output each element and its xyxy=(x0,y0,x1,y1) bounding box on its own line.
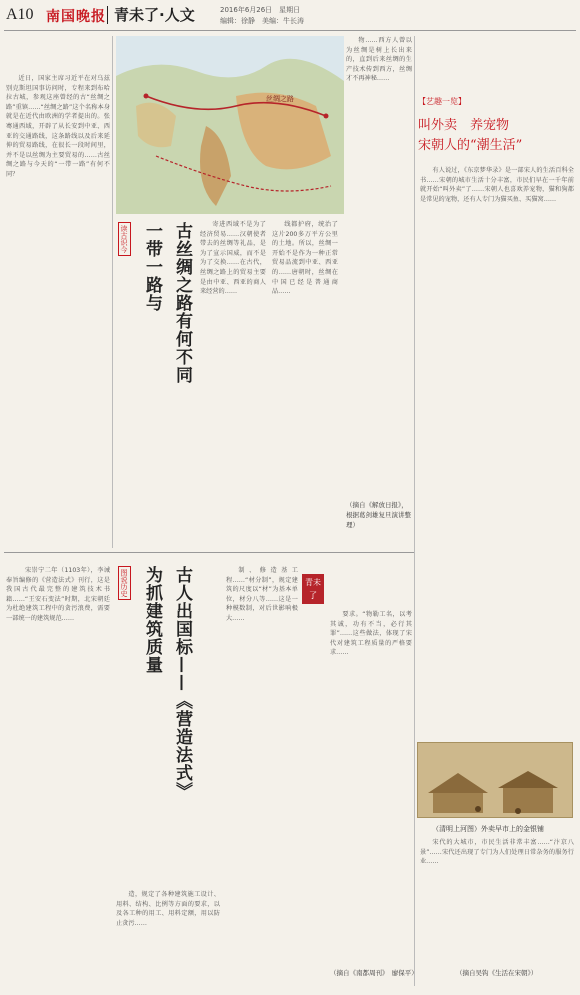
map-graphic xyxy=(116,36,344,214)
qingming-painting xyxy=(417,742,573,818)
article2-col2-text: 造，规定了各种建筑施工设计、用料、结构、比例等方面的要求，以及各工种的用工、用料定额，用以防止贪污…… xyxy=(116,891,220,927)
article2-tag: 图说历史 xyxy=(118,566,131,600)
sidebar-title-line1: 叫外卖 养宠物 xyxy=(418,118,510,133)
article1-col1 xyxy=(6,74,110,548)
article2-col1 xyxy=(6,566,110,986)
sidebar-tag: 【艺趣一览】 xyxy=(418,97,466,106)
article2-title-sub: 为抓建筑质量 xyxy=(142,566,162,674)
map-label: 丝绸之路 xyxy=(266,95,294,103)
masthead-meta xyxy=(220,5,304,27)
article1-col4-text: 物……西方人曾以为丝绸是树上长出来的，直到后来丝绸的生产技术传到西方，丝绸才不再神秘…… xyxy=(346,37,412,83)
article2-col3 xyxy=(226,566,298,986)
article1-title-main: 古丝绸之路有何不同 xyxy=(172,222,192,384)
article2-col4 xyxy=(330,610,412,962)
masthead-rule xyxy=(4,30,576,31)
sidebar-title xyxy=(418,116,522,156)
masthead xyxy=(0,0,580,34)
divider xyxy=(112,36,113,548)
article2-col4-text: 要求。“物勒工名，以考其诚，功有不当，必行其罪”……这些做法，体现了宋代对建筑工程质量的严格要求…… xyxy=(330,611,412,657)
article1-col2 xyxy=(200,220,266,548)
sidebar-body2-text: 宋代的大城市，市民生活非常丰富……“汴京八景”……宋代还出现了专门为人们处理日常杂务的服务行业…… xyxy=(420,839,574,866)
article2-col2 xyxy=(116,890,220,986)
article1-col3-text: 线都护府，统治了这片200多万平方公里的土地。所以，丝绸一开始不是作为一种正常贸易品流到中亚、西亚的……唐朝时，丝绸在中国已经是普通商品…… xyxy=(272,221,338,296)
section-title: 青未了·人文 xyxy=(114,6,195,24)
painting-graphic xyxy=(418,743,573,818)
masthead-divider xyxy=(107,6,108,24)
article2-col1-text: 宋崇宁二年（1103年），李诫奉旨编修的《营造法式》刊行，这是我国古代最完整的建筑技术书籍……“王安石变法”时期，北宋朝廷为杜绝建筑工程中的贪污浪费，需要一部统一的建筑规范…… xyxy=(6,567,110,622)
article1-title-sub: 一带一路与 xyxy=(142,222,162,312)
article1-col3 xyxy=(272,220,338,548)
issue-date: 2016年6月26日 星期日 xyxy=(220,6,301,14)
sidebar-divider xyxy=(414,36,415,986)
article2-title-main: 古人出国标——《营造法式》 xyxy=(172,566,192,800)
article2-col3-text: 制、修造基工程……“材分制”，规定建筑的尺度以“材”为基本单位，材分八等……这是一种模数制，对后世影响极大…… xyxy=(226,567,298,622)
sidebar-body2 xyxy=(420,838,574,964)
article1-credit: （摘自《解放日报》，根据葛剑雄复旦演讲整理） xyxy=(346,501,411,529)
sidebar-body1-text: 有人说过，《东京梦华录》是一部宋人的生活百科全书……宋朝的城市生活十分丰富，市民们早在一千年前就开始“叫外卖”了……宋朝人也喜欢养宠物，猫和狗都是常见的宠物，还有人专门为猫买鱼、买猫窝…… xyxy=(420,167,574,203)
sidebar-credit: （摘自吴钩《生活在宋朝》） xyxy=(456,969,538,977)
sidebar-title-line2: 宋朝人的“潮生活” xyxy=(418,138,523,153)
article1-tag: 读古识今 xyxy=(118,222,131,256)
painting-caption: （清明上河图）外卖早市上的金银铺 xyxy=(432,825,544,833)
sidebar-body1 xyxy=(420,166,574,736)
silk-road-map xyxy=(116,36,344,214)
newspaper-logo: 南国晚报 xyxy=(46,9,106,25)
article1-col4 xyxy=(346,36,412,496)
editor-credits: 编辑：徐静 美编：牛长涛 xyxy=(220,17,304,25)
page-number: A10 xyxy=(6,6,34,23)
article1-col1-text: 近日，国家主席习近平在对乌兹别克斯坦国事访问时，专程来到布哈拉古城，参观这座曾经的古“丝绸之路”重镇……“丝绸之路”这个名称本身就是在近代由欧洲的学者提出的。张骞通西域，开辟了从长安到中亚、西亚的交通路线，这条路线以及后来延伸的贸易路线，在很长一段时间里，并不是以丝绸为主要贸易的……古丝绸之路与今天的“一带一路”有何不同？ xyxy=(6,75,110,178)
article1-col2-text: 寄进西域不是为了经济贸易……汉朝使者带去的丝绸等礼品，是为了宣示国威，而不是为了交换……在古代，丝绸之路上的贸易主要是由中亚、西亚的商人来经营的…… xyxy=(200,221,266,296)
section-divider xyxy=(4,552,414,553)
column-seal: 青未了 xyxy=(302,574,324,604)
article2-credit: （摘自《南都周刊》 廖保平） xyxy=(330,969,418,977)
